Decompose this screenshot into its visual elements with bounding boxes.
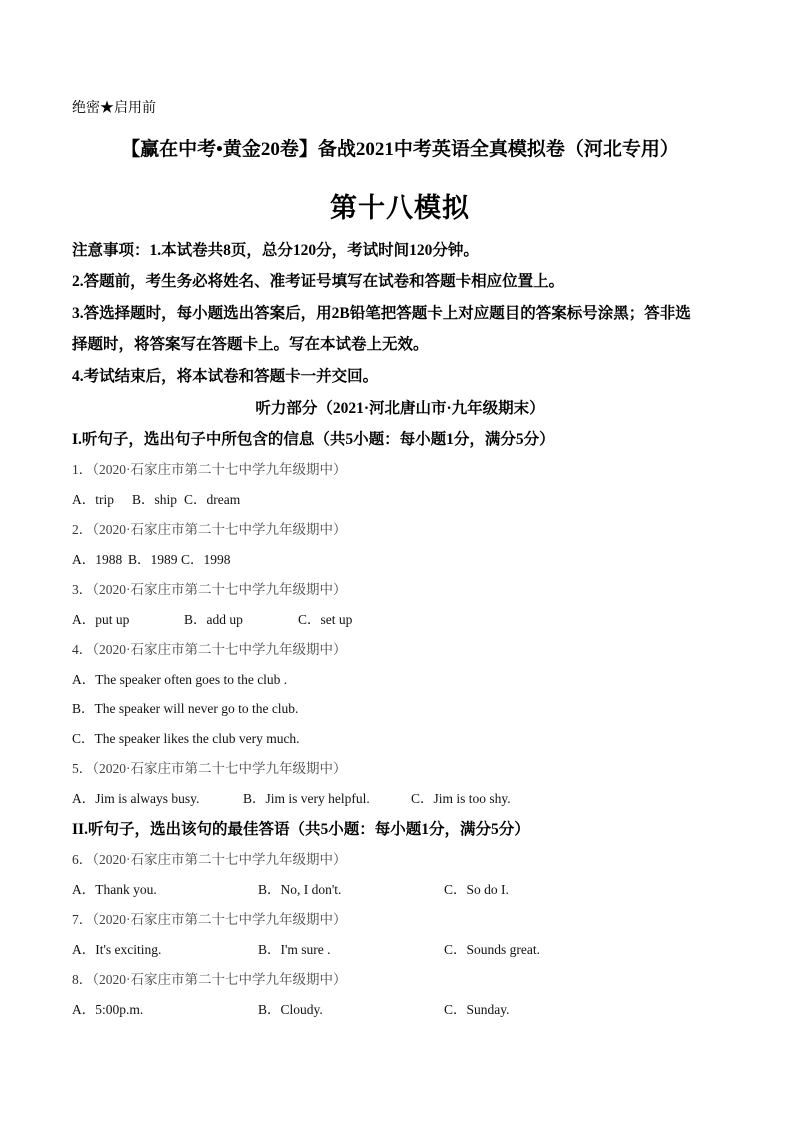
option-a: A．The speaker often goes to the club .: [72, 672, 288, 687]
listening-section-heading: 听力部分（2021·河北唐山市·九年级期末）: [255, 400, 545, 417]
question-source: （2020·石家庄市第二十七中学九年级期中）: [92, 522, 347, 537]
option-b: B．Cloudy.: [258, 1002, 323, 1017]
question-number: 2．: [72, 522, 93, 537]
option-a: A．Jim is always busy.: [72, 791, 200, 806]
option-a: A．trip: [72, 492, 114, 507]
question-number: 6．: [72, 852, 93, 867]
option-b: B．1989: [128, 552, 178, 567]
option-c: C．So do I.: [444, 882, 509, 897]
question-2: [72, 518, 347, 538]
question-number: 1．: [72, 462, 93, 477]
question-source: （2020·石家庄市第二十七中学九年级期中）: [92, 972, 347, 987]
question-number: 7．: [72, 912, 93, 927]
option-a: A．It's exciting.: [72, 942, 162, 957]
option-b: B．ship: [132, 492, 178, 507]
question-number: 3．: [72, 582, 93, 597]
option-c: C．The speaker likes the club very much.: [72, 731, 300, 746]
question-source: （2020·石家庄市第二十七中学九年级期中）: [92, 582, 347, 597]
question-source: （2020·石家庄市第二十七中学九年级期中）: [92, 912, 347, 927]
option-a: A．1988: [72, 552, 123, 567]
note-line: 4.考试结束后，将本试卷和答题卡一并交回。: [72, 368, 379, 385]
part-1-heading: I.听句子，选出句子中所包含的信息（共5小题：每小题1分，满分5分）: [72, 431, 555, 448]
option-c: C．set up: [298, 612, 353, 627]
exam-subtitle: 第十八模拟: [330, 193, 470, 223]
note-line: 择题时，将答案写在答题卡上。写在本试卷上无效。: [72, 336, 429, 353]
note-line: 2.答题前，考生务必将姓名、准考证号填写在试卷和答题卡相应位置上。: [72, 273, 565, 290]
question-number: 5．: [72, 761, 93, 776]
question-source: （2020·石家庄市第二十七中学九年级期中）: [92, 642, 347, 657]
note-line: 注意事项：1.本试卷共8页，总分120分，考试时间120分钟。: [72, 242, 479, 259]
option-c: C．Sounds great.: [444, 942, 540, 957]
option-a: A．Thank you.: [72, 882, 157, 897]
note-line: 3.答选择题时，每小题选出答案后，用2B铅笔把答题卡上对应题目的答案标号涂黑；答非选: [72, 305, 691, 322]
option-b: B．No, I don't.: [258, 882, 342, 897]
question-3: [72, 578, 347, 598]
question-8: [72, 968, 347, 988]
question-4: [72, 638, 347, 658]
option-a: A．put up: [72, 612, 130, 627]
option-c: C．1998: [181, 552, 231, 567]
question-1: [72, 458, 347, 478]
confidential-label: 绝密★启用前: [72, 101, 156, 116]
question-number: 4．: [72, 642, 93, 657]
option-c: C．Jim is too shy.: [411, 791, 511, 806]
option-b: B．The speaker will never go to the club.: [72, 701, 299, 716]
question-7: [72, 908, 347, 928]
exam-title: 【赢在中考•黄金20卷】备战2021中考英语全真模拟卷（河北专用）: [121, 139, 679, 160]
option-b: B．add up: [184, 612, 243, 627]
question-source: （2020·石家庄市第二十七中学九年级期中）: [92, 761, 347, 776]
option-c: C．Sunday.: [444, 1002, 510, 1017]
question-6: [72, 848, 347, 868]
option-c: C．dream: [184, 492, 241, 507]
question-source: （2020·石家庄市第二十七中学九年级期中）: [92, 852, 347, 867]
option-b: B．I'm sure .: [258, 942, 331, 957]
question-source: （2020·石家庄市第二十七中学九年级期中）: [92, 462, 347, 477]
question-number: 8．: [72, 972, 93, 987]
option-b: B．Jim is very helpful.: [243, 791, 370, 806]
option-a: A．5:00p.m.: [72, 1002, 144, 1017]
question-5: [72, 757, 347, 777]
part-2-heading: II.听句子，选出该句的最佳答语（共5小题：每小题1分，满分5分）: [72, 821, 530, 838]
